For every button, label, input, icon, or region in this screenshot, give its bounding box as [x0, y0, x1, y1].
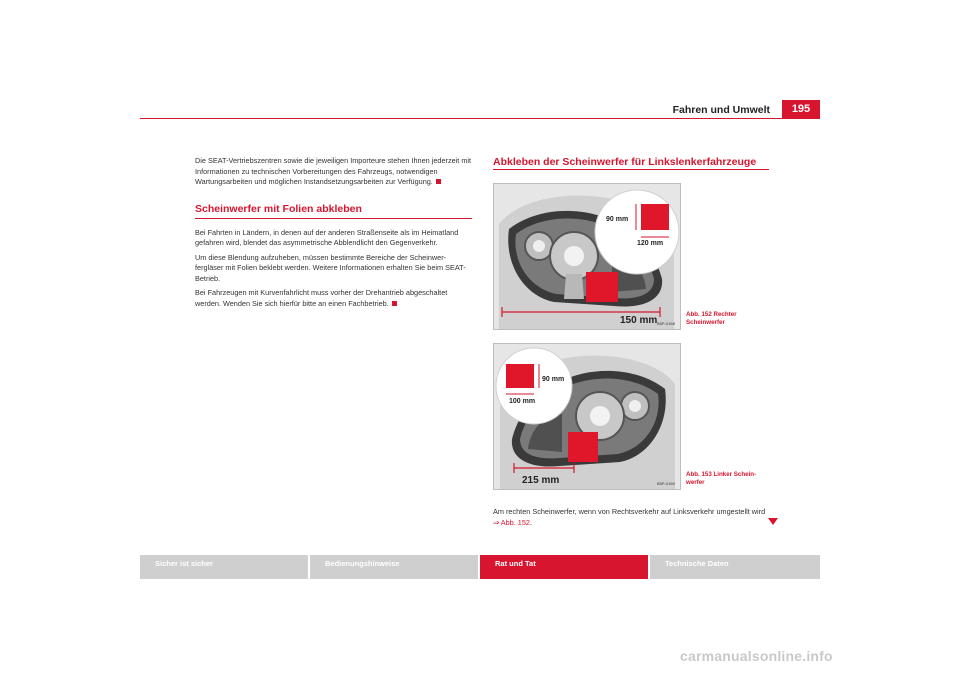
label-width: 120 mm [637, 240, 664, 247]
paragraph-3 [195, 288, 472, 309]
continue-arrow-icon [768, 518, 778, 525]
tab-technische-daten[interactable]: Technische Daten [650, 555, 820, 579]
figure-1-caption: Abb. 152 Rechter Scheinwerfer [686, 311, 737, 326]
section-heading-folien: Scheinwerfer mit Folien abkleben [195, 202, 362, 215]
figure-left-headlight [493, 343, 681, 490]
label-offset: 150 mm [620, 315, 658, 326]
intro-text: Die SEAT-Vertriebszentren sowie die jeweiligen Importeure stehen Ihnen jederzeit mit Informationen zu technischen Vorbereitungen des Fahrzeugs, notwendigen Wartungsarbeiten und möglichen Instandsetzungsarbeiten zur Verfügung. [195, 156, 472, 186]
figure-code: B5P-0168 [657, 321, 675, 326]
section-rule [493, 169, 769, 170]
right-body-paragraph [493, 507, 768, 528]
figure-reference-link[interactable]: ⇒ Abb. 152 [493, 517, 530, 527]
tab-bedienungshinweise[interactable]: Bedienungshinweise [310, 555, 478, 579]
right-body-text: Am rechten Scheinwerfer, wenn von Rechtsverkehr auf Linksverkehr umgestellt wird [493, 507, 766, 516]
label-width: 100 mm [509, 398, 536, 405]
label-offset: 215 mm [522, 475, 560, 486]
tab-sicher-ist-sicher[interactable]: Sicher ist sicher [140, 555, 308, 579]
running-header-title: Fahren und Umwelt [672, 104, 770, 116]
intro-paragraph [195, 156, 472, 188]
headlight-illustration-right [494, 184, 680, 329]
paragraph-2: Um diese Blendung aufzuheben, müssen bestimmte Bereiche der Scheinwerfergläser mit Folien beklebt werden. Weitere Informationen erhalten Sie beim SEAT-Betrieb. [195, 252, 466, 283]
headlight-illustration-left [494, 344, 680, 489]
figure-2-caption: Abb. 153 Linker Scheinwerfer [686, 471, 757, 486]
watermark: carmanualsonline.info [680, 648, 833, 664]
end-mark-icon [436, 179, 441, 184]
paragraph-1: Bei Fahrten in Ländern, in denen auf der anderen Straßenseite als im Heimatland gefahren wird, blendet das asymmetrische Abblendlicht den Gegenverkehr. [195, 227, 459, 247]
label-height: 90 mm [542, 376, 565, 383]
right-body-end: . [529, 517, 532, 527]
page-number-badge: 195 [782, 100, 820, 118]
label-height: 90 mm [606, 216, 629, 223]
section-heading-abkleben: Abkleben der Scheinwerfer für Linkslenkerfahrzeuge [493, 156, 757, 168]
paragraph-3-text: Bei Fahrzeugen mit Kurvenfahrlicht muss vorher der Drehantrieb abgeschaltet werden. Wenden Sie sich hierfür bitte an einen Fachbetrieb. [195, 288, 448, 308]
tab-rat-und-tat[interactable]: Rat und Tat [480, 555, 648, 579]
header-rule [140, 118, 820, 119]
section-rule [195, 218, 472, 219]
figure-code: B5P-0169 [657, 481, 675, 486]
left-column [195, 156, 472, 309]
end-mark-icon [392, 301, 397, 306]
figure-right-headlight [493, 183, 681, 330]
